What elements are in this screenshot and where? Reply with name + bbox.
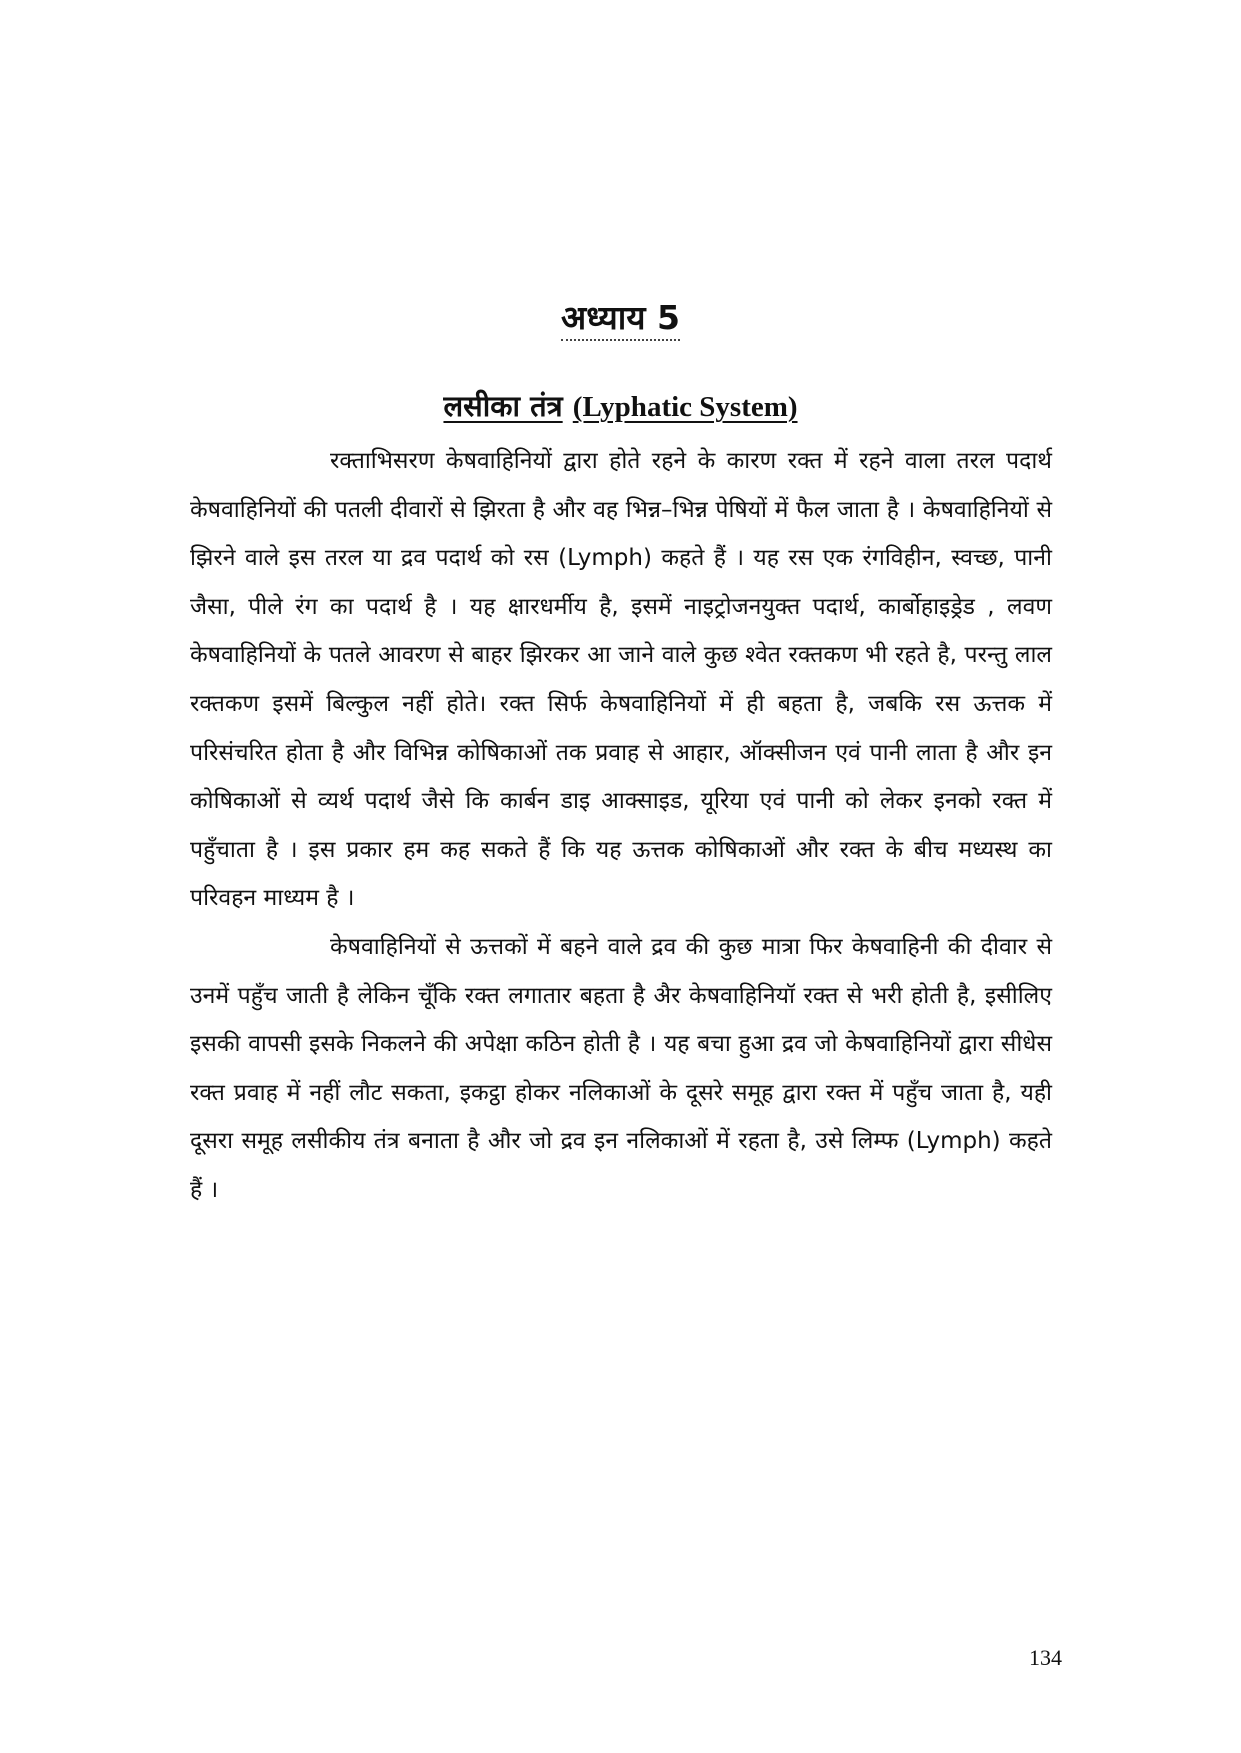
- section-title-hindi: लसीका तंत्र: [443, 389, 563, 423]
- paragraph-1: रक्ताभिसरण केषवाहिनियों द्वारा होते रहने के कारण रक्त में रहने वाला तरल पदार्थ केषवाहिनियों की पतली दीवारों से झिरता है और वह भिन्न–भिन्न पेषियों में फैल जाता है । केषवाहिनियों से झिरने वाले इस तरल या द्रव पदार्थ को रस (Lymph) कहते हैं । यह रस एक रंगविहीन, स्वच्छ, पानी जैसा, पीले रंग का पदार्थ है । यह क्षारधर्मीय है, इसमें नाइट्रोजनयुक्त पदार्थ, कार्बोहाइड्रेड , लवण केषवाहिनियों के पतले आवरण से बाहर झिरकर आ जाने वाले कुछ श्वेत रक्तकण भी रहते है, परन्तु लाल रक्तकण इसमें बिल्कुल नहीं होते। रक्त सिर्फ केषवाहिनियों में ही बहता है, जबकि रस ऊत्तक में परिसंचरित होता है और विभिन्न कोषिकाओं तक प्रवाह से आहार, ऑक्सीजन एवं पानी लाता है और इन कोषिकाओं से व्यर्थ पदार्थ जैसे कि कार्बन डाइ आक्साइड, यूरिया एवं पानी को लेकर इनको रक्त में पहुँचाता है । इस प्रकार हम कह सकते हैं कि यह ऊत्तक कोषिकाओं और रक्त के बीच मध्यस्थ का परिवहन माध्यम है ।: [190, 448, 1052, 912]
- chapter-heading: [0, 296, 1241, 340]
- chapter-title: अध्याय 5: [561, 298, 680, 341]
- page-number: 134: [1029, 1645, 1062, 1670]
- section-heading: [0, 386, 1241, 427]
- body-text: [190, 437, 1052, 1215]
- section-title-english: (Lyphatic System): [572, 391, 798, 423]
- paragraph-2: केषवाहिनियों से ऊत्तकों में बहने वाले द्रव की कुछ मात्रा फिर केषवाहिनी की दीवार से उनमें पहुँच जाती है लेकिन चूँकि रक्त लगातार बहता है अैर केषवाहिनियॉ रक्त से भरी होती है, इसीलिए इसकी वापसी इसके निकलने की अपेक्षा कठिन होती है । यह बचा हुआ द्रव जो केषवाहिनियों द्वारा सीधेस रक्त प्रवाह में नहीं लौट सकता, इकट्ठा होकर नलिकाओं के दूसरे समूह द्वारा रक्त में पहुँच जाता है, यही दूसरा समूह लसीकीय तंत्र बनाता है और जो द्रव इन नलिकाओं में रहता है, उसे लिम्फ (Lymph) कहते हैं ।: [190, 933, 1052, 1203]
